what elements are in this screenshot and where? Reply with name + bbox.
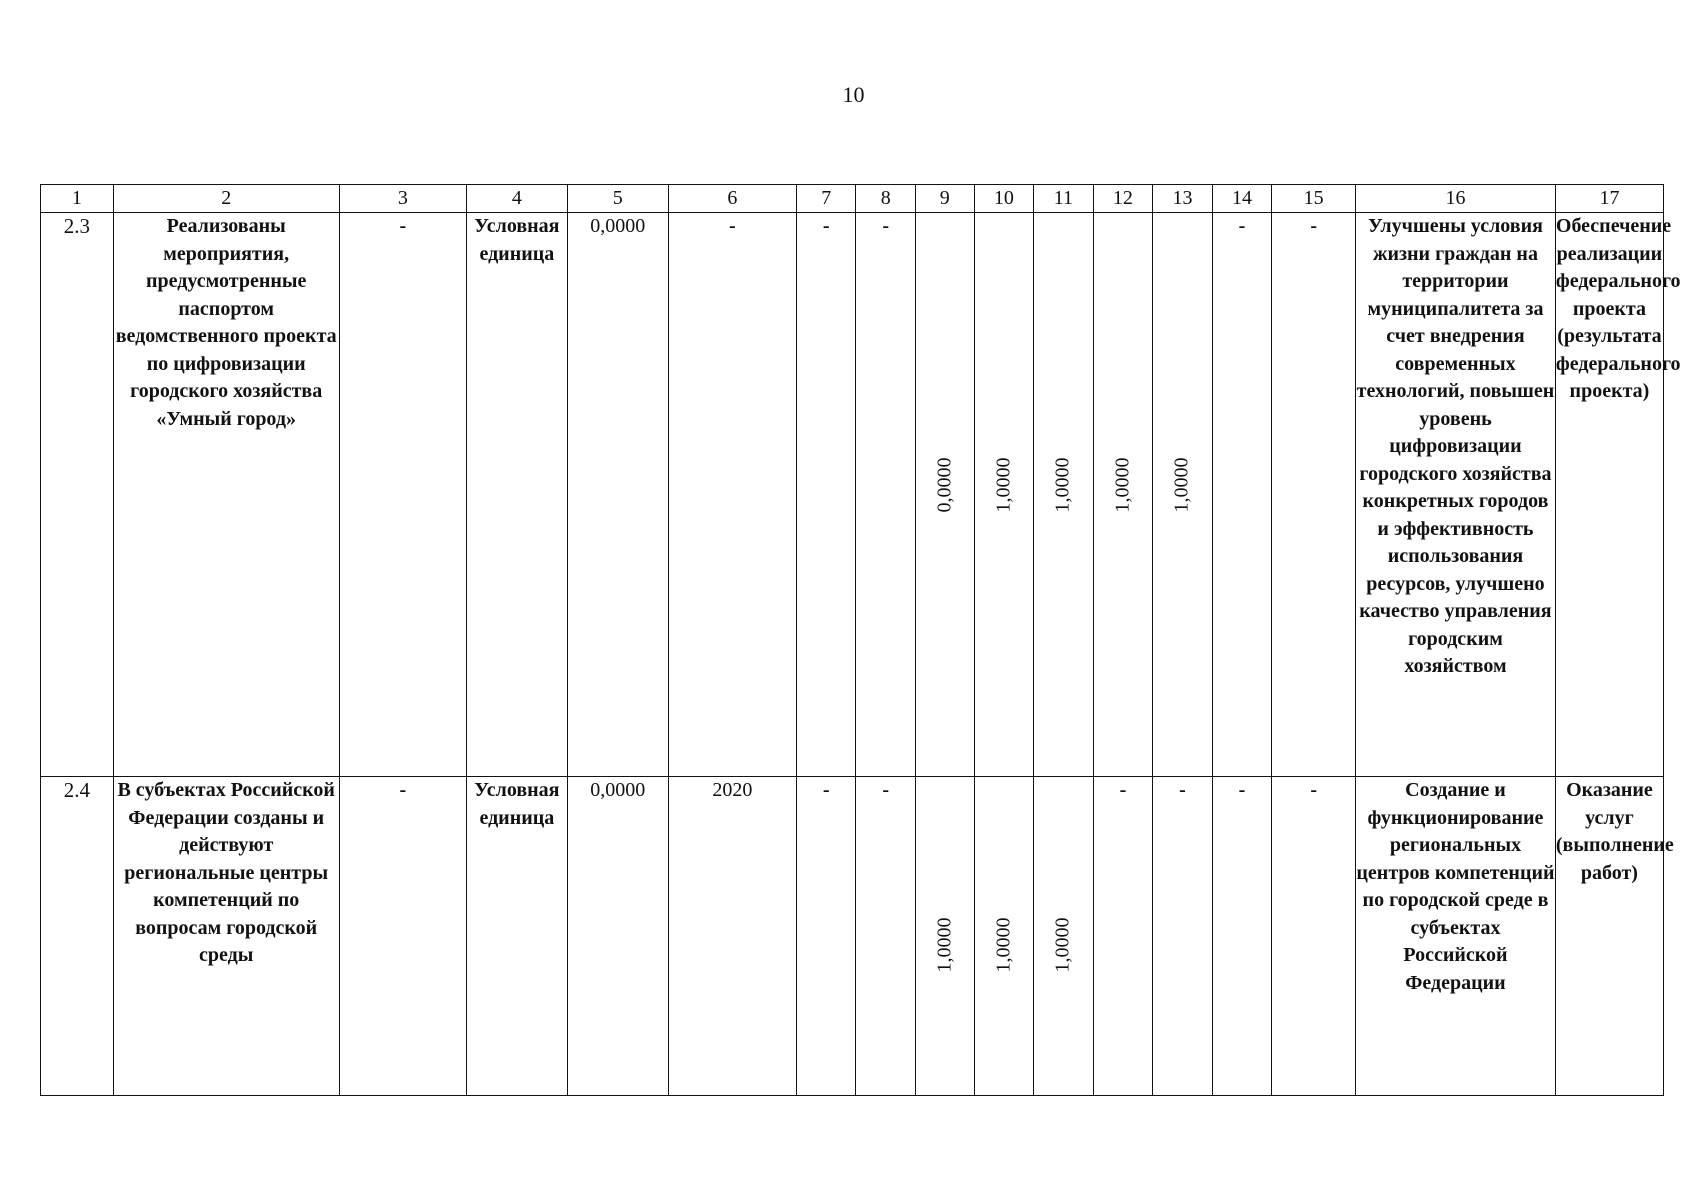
col-header-17: 17 — [1555, 185, 1663, 213]
cell-col-7: - — [796, 213, 856, 777]
cell-col-15: - — [1272, 213, 1356, 777]
cell-col-11 — [1034, 213, 1094, 777]
cell-col-10 — [974, 777, 1034, 1096]
result-type: Обеспечение реализации федерального проекта (результата федерального проекта) — [1555, 213, 1663, 777]
cell-col-15: - — [1272, 777, 1356, 1096]
cell-col-9 — [916, 777, 975, 1096]
cell-col-3: - — [339, 777, 466, 1096]
cell-col-12 — [1093, 213, 1153, 777]
row-number: 2.4 — [41, 777, 114, 1096]
cell-col-14: - — [1212, 777, 1272, 1096]
col-header-8: 8 — [856, 185, 916, 213]
base-year: 2020 — [668, 777, 796, 1096]
col-header-1: 1 — [41, 185, 114, 213]
header-row — [41, 185, 1664, 213]
cell-col-7: - — [796, 777, 856, 1096]
col-header-13: 13 — [1153, 185, 1213, 213]
page-number: 10 — [842, 82, 865, 107]
cell-col-13 — [1153, 213, 1213, 777]
cell-col-8: - — [856, 777, 916, 1096]
value-col-12: 1,0000 — [1111, 457, 1134, 513]
cell-col-11 — [1034, 777, 1094, 1096]
unit-cell: Условная единица — [466, 213, 567, 777]
cell-col-14: - — [1212, 213, 1272, 777]
value-col-9: 1,0000 — [933, 917, 956, 973]
result-description: Создание и функционирование региональных центров компетенций по городской среде в субъектах Российской Федерации — [1356, 777, 1556, 1096]
col-header-2: 2 — [113, 185, 339, 213]
base-value: 0,0000 — [567, 777, 668, 1096]
cell-col-10 — [974, 213, 1034, 777]
value-col-13: 1,0000 — [1170, 457, 1193, 513]
indicators-table — [40, 184, 1681, 1096]
result-name: В субъектах Российской Федерации созданы и действуют региональные центры компетенций по вопросам городской среды — [113, 777, 339, 1096]
value-col-11: 1,0000 — [1051, 457, 1074, 513]
col-header-6: 6 — [668, 185, 796, 213]
col-header-3: 3 — [339, 185, 466, 213]
col-header-14: 14 — [1212, 185, 1272, 213]
col-header-4: 4 — [466, 185, 567, 213]
col-header-12: 12 — [1093, 185, 1153, 213]
col-header-10: 10 — [974, 185, 1034, 213]
value-col-9: 0,0000 — [933, 457, 956, 513]
base-value: 0,0000 — [567, 213, 668, 777]
cell-col-12: - — [1093, 777, 1153, 1096]
col-header-5: 5 — [567, 185, 668, 213]
table-row — [41, 213, 1664, 777]
col-header-16: 16 — [1356, 185, 1556, 213]
cell-col-9 — [916, 213, 975, 777]
row-number: 2.3 — [41, 213, 114, 777]
base-year: - — [668, 213, 796, 777]
unit-cell: Условная единица — [466, 777, 567, 1096]
col-header-9: 9 — [916, 185, 975, 213]
result-description: Улучшены условия жизни граждан на территории муниципалитета за счет внедрения современных технологий, повышен уровень цифровизации городского хозяйства конкретных городов и эффективность использования ресурсов, улучшено качество управления городским хозяйством — [1356, 213, 1556, 777]
result-type: Оказание услуг (выполнение работ) — [1555, 777, 1663, 1096]
cell-col-13: - — [1153, 777, 1213, 1096]
value-col-10: 1,0000 — [992, 457, 1015, 513]
col-header-11: 11 — [1034, 185, 1094, 213]
col-header-15: 15 — [1272, 185, 1356, 213]
value-col-10: 1,0000 — [992, 917, 1015, 973]
value-col-11: 1,0000 — [1051, 917, 1074, 973]
result-name: Реализованы мероприятия, предусмотренные паспортом ведомственного проекта по цифровизации городского хозяйства «Умный город» — [113, 213, 339, 777]
table-row — [41, 777, 1664, 1096]
col-header-7: 7 — [796, 185, 856, 213]
cell-col-3: - — [339, 213, 466, 777]
cell-col-8: - — [856, 213, 916, 777]
